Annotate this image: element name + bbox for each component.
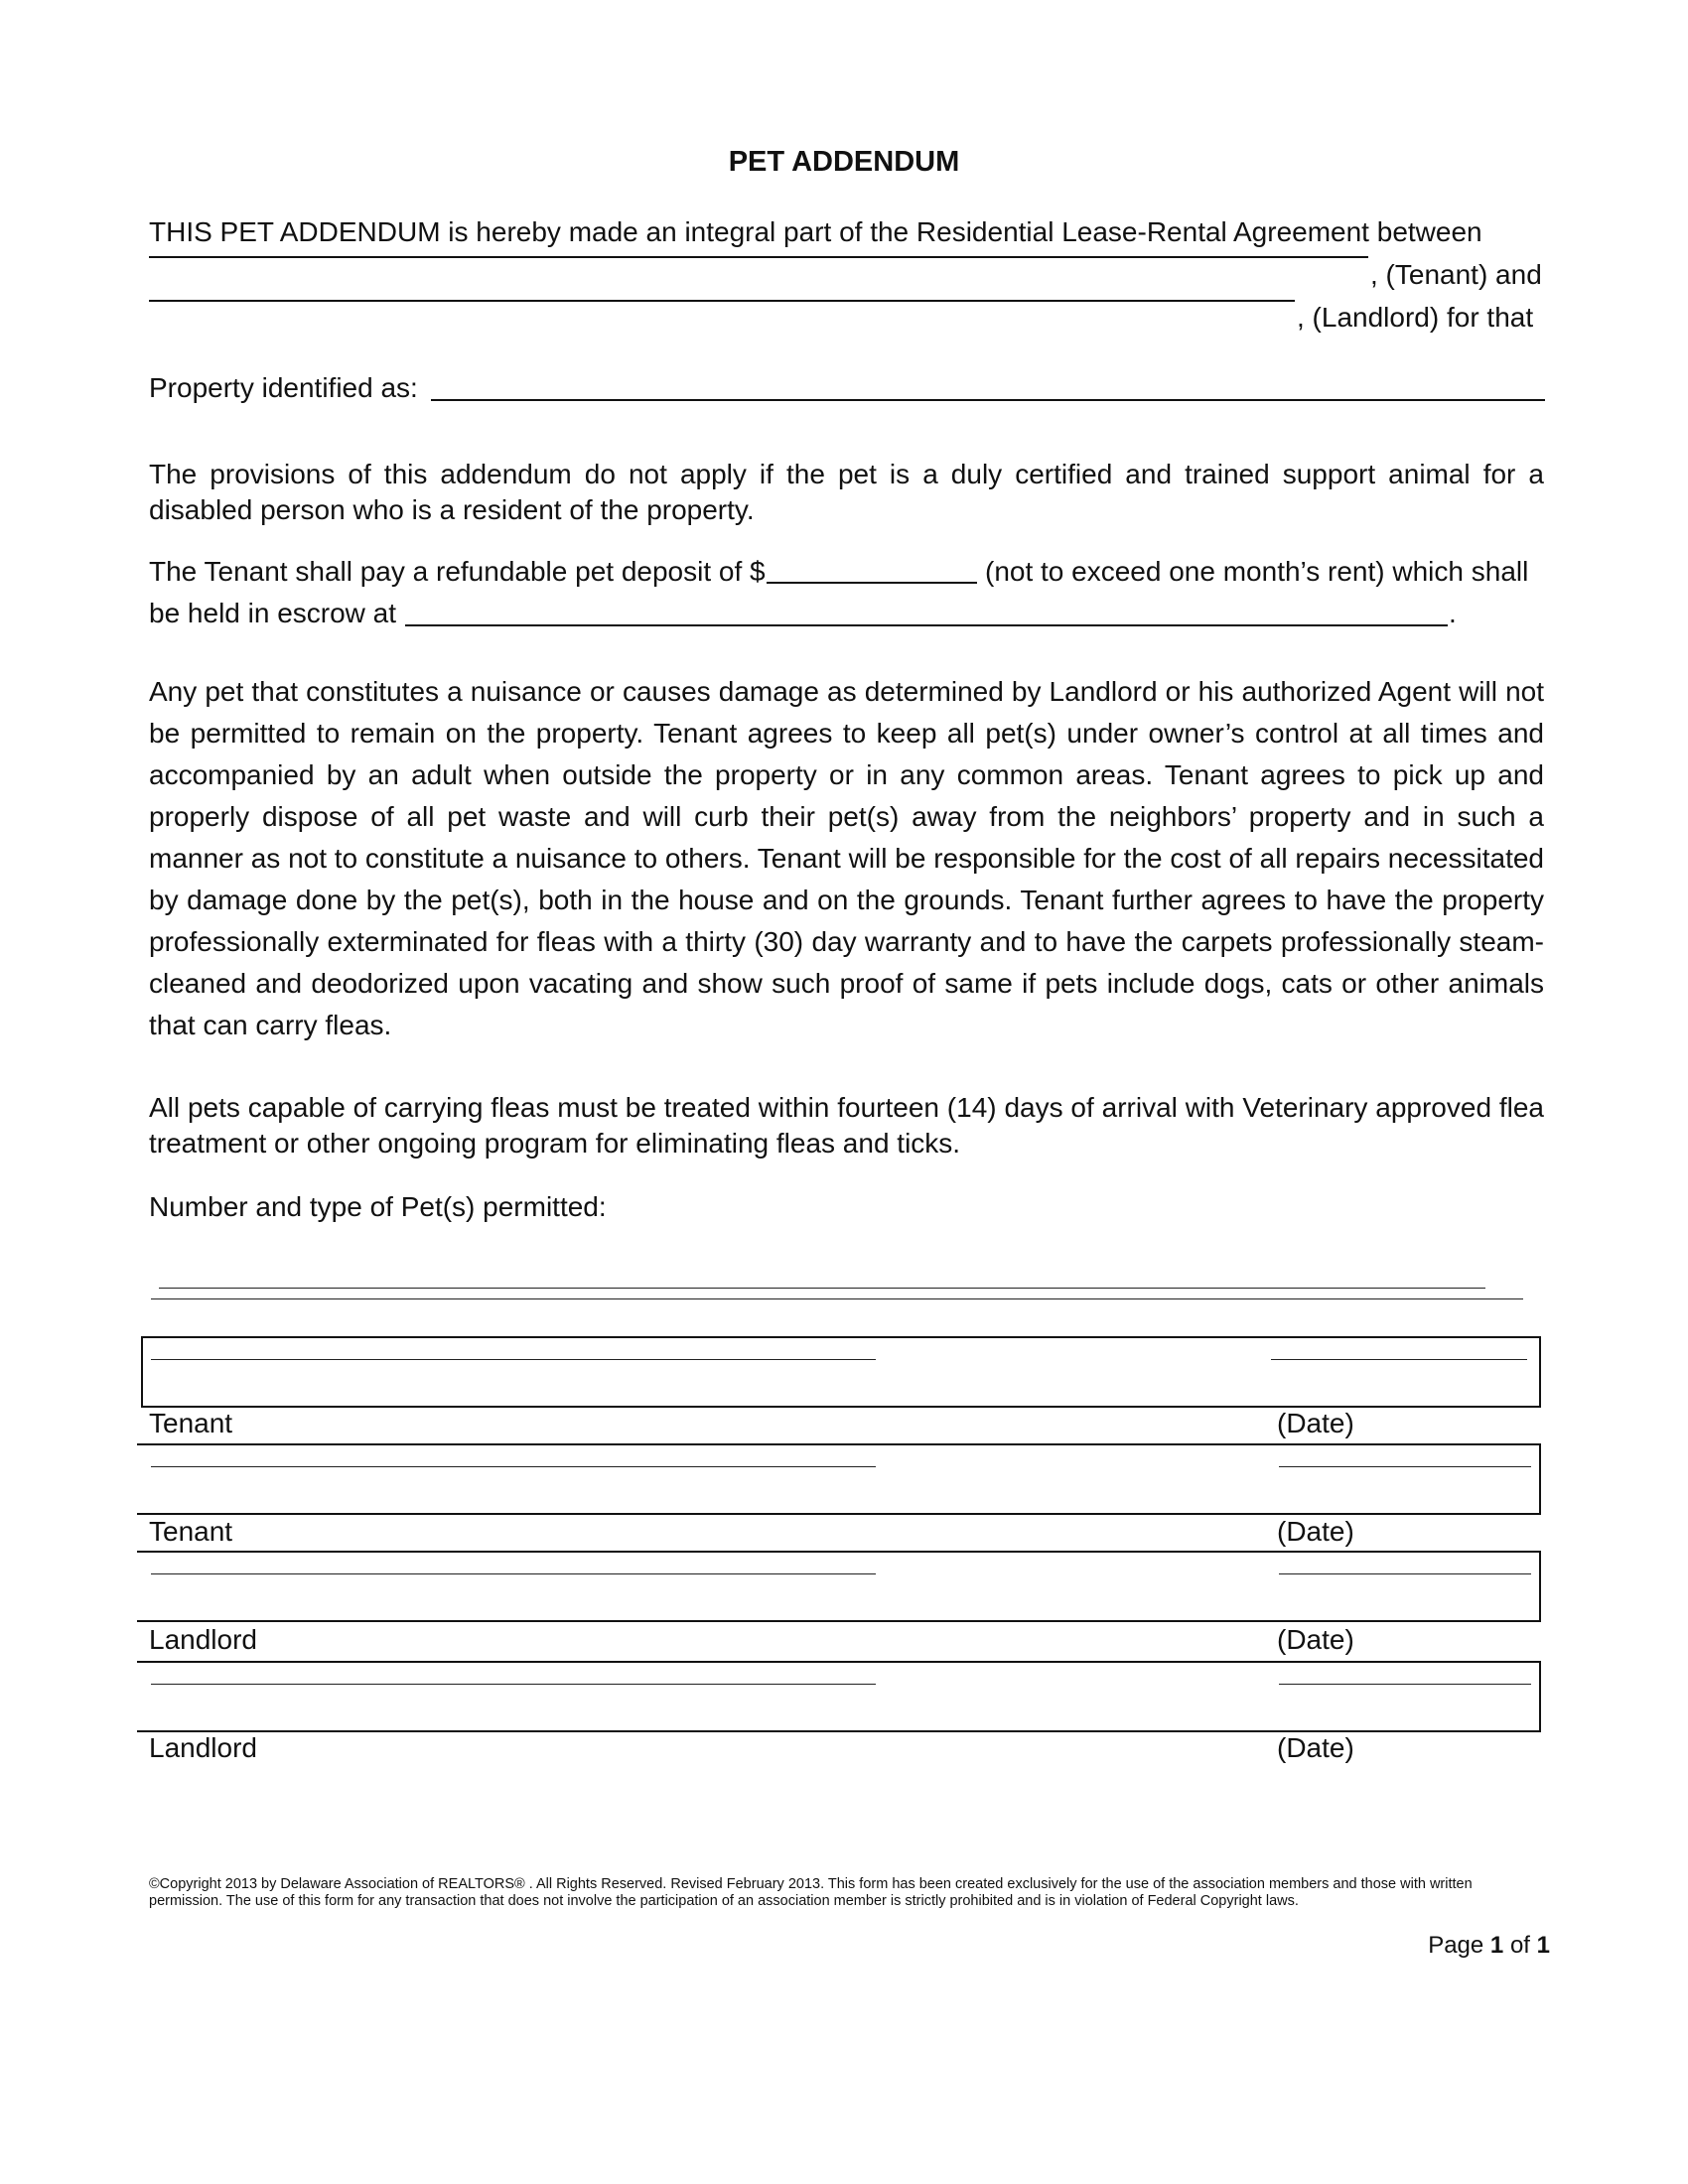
- tenant-date-line-2[interactable]: [1279, 1466, 1531, 1467]
- landlord-suffix: , (Landlord) for that: [1297, 302, 1534, 333]
- signature-box-2: [137, 1443, 1541, 1515]
- escrow-field[interactable]: [407, 593, 1444, 624]
- landlord-name-field[interactable]: [151, 268, 1289, 300]
- property-field[interactable]: [433, 367, 1541, 399]
- signature-box-4: [137, 1661, 1541, 1732]
- signature-role-label: Tenant: [149, 1516, 233, 1547]
- escrow-period: .: [1449, 598, 1457, 628]
- signature-role-label: Landlord: [149, 1732, 257, 1763]
- page-total: 1: [1536, 1932, 1550, 1959]
- signature-date-label: (Date): [1277, 1624, 1354, 1655]
- support-animal-paragraph: The provisions of this addendum do not apply if the pet is a duly certified and trained support animal for a disabled person who is a resident of the property.: [149, 459, 1544, 525]
- deposit-prefix: The Tenant shall pay a refundable pet deposit of $: [149, 556, 766, 587]
- page-of: of: [1509, 1932, 1530, 1959]
- property-label: Property identified as:: [149, 372, 418, 403]
- copyright-notice: ©Copyright 2013 by Delaware Association of REALTORS® . All Rights Reserved. Revised February 2013. This form has been created exclusively for the use of the association members and those with written permission. The use of this form for any transaction that does not involve the participation of an association member is strictly prohibited and is in violation of Federal Copyright laws.: [149, 1876, 1473, 1909]
- signature-date-label: (Date): [1277, 1408, 1354, 1438]
- page-prefix: Page: [1428, 1932, 1484, 1959]
- pets-permitted-label: Number and type of Pet(s) permitted:: [149, 1191, 607, 1222]
- signature-date-label: (Date): [1277, 1516, 1354, 1547]
- page-current: 1: [1489, 1932, 1504, 1959]
- tenant-signature-line-2[interactable]: [151, 1466, 876, 1467]
- tenant-signature-line-1[interactable]: [151, 1359, 876, 1360]
- intro-line: THIS PET ADDENDUM is hereby made an integral part of the Residential Lease-Rental Agreement between: [149, 216, 1482, 247]
- tenant-name-field[interactable]: [151, 224, 1362, 256]
- page-number: [1428, 1932, 1550, 1960]
- pets-permitted-line-2[interactable]: [151, 1298, 1523, 1299]
- property-line[interactable]: [431, 399, 1545, 401]
- signature-role-label: Landlord: [149, 1624, 257, 1655]
- landlord-signature-line-2[interactable]: [151, 1684, 876, 1685]
- deposit-suffix: (not to exceed one month’s rent) which shall: [985, 556, 1529, 587]
- landlord-date-line-2[interactable]: [1279, 1684, 1531, 1685]
- signature-date-label: (Date): [1277, 1732, 1354, 1763]
- signature-role-label: Tenant: [149, 1408, 233, 1438]
- deposit-amount-field[interactable]: [769, 551, 973, 583]
- pets-permitted-line-1[interactable]: [159, 1288, 1485, 1289]
- signature-box-3: [137, 1551, 1541, 1622]
- signature-box-1: [141, 1336, 1541, 1408]
- tenant-suffix: , (Tenant) and: [1370, 259, 1542, 290]
- escrow-line[interactable]: [405, 624, 1448, 626]
- landlord-name-line[interactable]: [149, 300, 1295, 302]
- landlord-signature-line-1[interactable]: [151, 1573, 876, 1574]
- tenant-date-line-1[interactable]: [1271, 1359, 1527, 1360]
- nuisance-paragraph: Any pet that constitutes a nuisance or causes damage as determined by Landlord or his authorized Agent will not be permitted to remain on the property. Tenant agrees to keep all pet(s) under owner’s control at all times and accompanied by an adult when outside the property or in any common areas. Tenant agrees to pick up and properly dispose of all pet waste and will curb their pet(s) away from the neighbors’ property and in such a manner as not to constitute a nuisance to others. Tenant will be responsible for the cost of all repairs necessitated by damage done by the pet(s), both in the house and on the grounds. Tenant further agrees to have the property professionally exterminated for fleas with a thirty (30) day warranty and to have the carpets professionally steam-cleaned and deodorized upon vacating and show such proof of same if pets include dogs, cats or other animals that can carry fleas.: [149, 676, 1544, 1040]
- tenant-name-line[interactable]: [149, 256, 1368, 258]
- document-title: PET ADDENDUM: [728, 146, 960, 178]
- escrow-label: be held in escrow at: [149, 598, 397, 628]
- landlord-date-line-1[interactable]: [1279, 1573, 1531, 1574]
- flea-paragraph: All pets capable of carrying fleas must be treated within fourteen (14) days of arrival with Veterinary approved flea treatment or other ongoing program for eliminating fleas and ticks.: [149, 1092, 1544, 1159]
